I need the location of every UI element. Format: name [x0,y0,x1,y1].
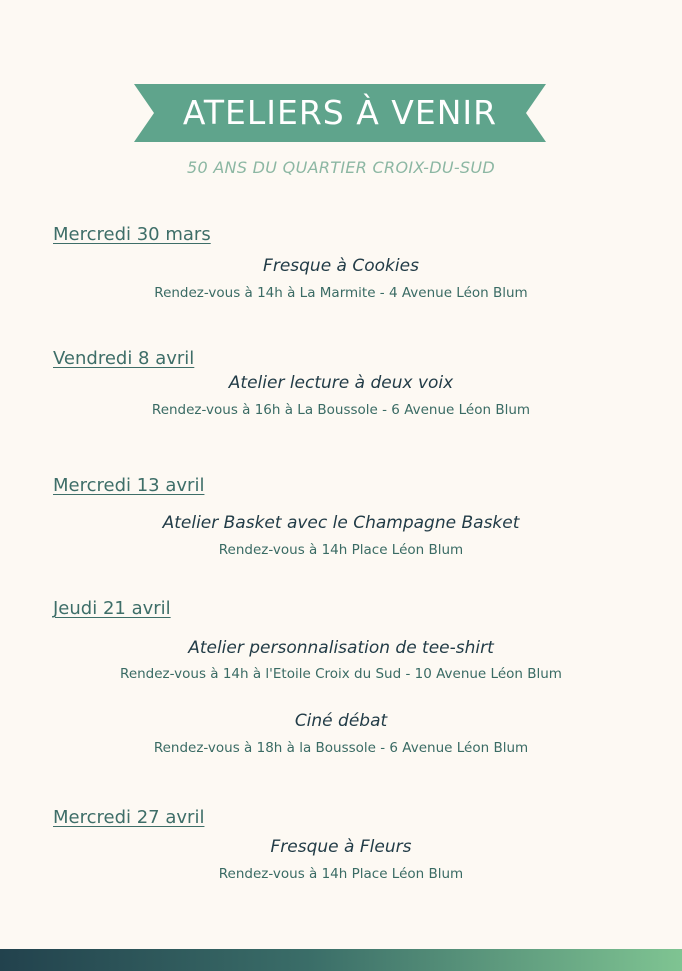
date-heading: Mercredi 27 avril [53,807,205,828]
event-title: Ciné débat [294,711,388,731]
date-heading: Jeudi 21 avril [53,598,171,619]
date-heading: Vendredi 8 avril [53,348,195,369]
event-title: Atelier Basket avec le Champagne Basket [162,513,520,533]
event-location: Rendez-vous à 14h Place Léon Blum [218,542,464,558]
event-title: Fresque à Fleurs [270,837,412,857]
event-location: Rendez-vous à 14h à l'Etoile Croix du Sud - 10 Avenue Léon Blum [120,666,562,682]
footer-gradient-bar [0,949,682,971]
event-title: Atelier personnalisation de tee-shirt [188,638,494,658]
title-ribbon [134,82,546,144]
page-title: ATELIERS À VENIR [182,93,498,132]
event-location: Rendez-vous à 14h Place Léon Blum [218,866,464,882]
event-location: Rendez-vous à 16h à La Boussole - 6 Avenue Léon Blum [151,402,531,418]
date-heading: Mercredi 13 avril [53,475,205,496]
event-title: Fresque à Cookies [263,256,419,276]
page-subtitle: 50 ANS DU QUARTIER CROIX-DU-SUD [186,158,496,177]
event-location: Rendez-vous à 14h à La Marmite - 4 Avenue Léon Blum [154,285,528,301]
event-location: Rendez-vous à 18h à la Boussole - 6 Avenue Léon Blum [153,740,529,756]
date-heading: Mercredi 30 mars [53,224,211,245]
event-title: Atelier lecture à deux voix [228,373,454,393]
